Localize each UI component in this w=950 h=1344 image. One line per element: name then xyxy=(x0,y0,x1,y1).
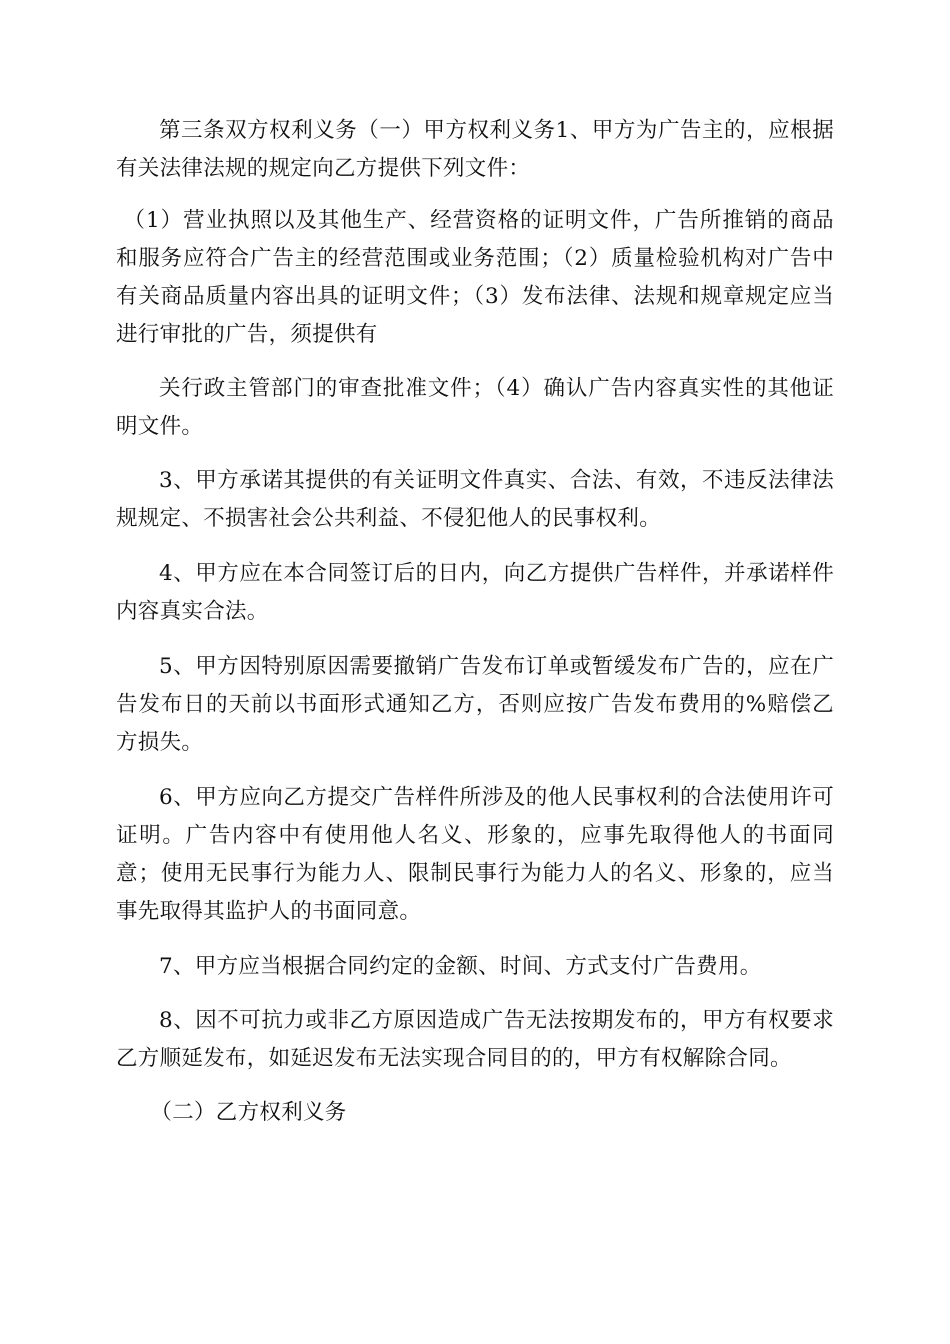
section-2-heading: （二）乙方权利义务 xyxy=(150,1100,347,1125)
clause-3-paragraph: 3、甲方承诺其提供的有关证明文件真实、合法、有效，不违反法律法规规定、不损害社会公共利益、不侵犯他人的民事权利。 xyxy=(116,468,834,531)
clause-6-paragraph: 6、甲方应向乙方提交广告样件所涉及的他人民事权利的合法使用许可证明。广告内容中有使用他人名义、形象的，应事先取得他人的书面同意；使用无民事行为能力人、限制民事行为能力人的名义、形象的，应当事先取得其监护人的书面同意。 xyxy=(116,785,834,924)
clause-8-paragraph: 8、因不可抗力或非乙方原因造成广告无法按期发布的，甲方有权要求乙方顺延发布，如延迟发布无法实现合同目的的，甲方有权解除合同。 xyxy=(116,1008,834,1071)
approval-documents-paragraph: 关行政主管部门的审查批准文件；（4）确认广告内容真实性的其他证明文件。 xyxy=(116,376,834,439)
document-list-paragraph: （1）营业执照以及其他生产、经营资格的证明文件，广告所推销的商品和服务应符合广告主的经营范围或业务范围；（2）质量检验机构对广告中有关商品质量内容出具的证明文件；（3）发布法律、法规和规章规定应当进行审批的广告，须提供有 xyxy=(116,208,834,347)
article-3-heading-paragraph: 第三条双方权利义务（一）甲方权利义务1、甲方为广告主的，应根据有关法律法规的规定向乙方提供下列文件： xyxy=(116,118,834,181)
clause-4-paragraph: 4、甲方应在本合同签订后的日内，向乙方提供广告样件，并承诺样件内容真实合法。 xyxy=(116,561,834,624)
clause-7-paragraph: 7、甲方应当根据合同约定的金额、时间、方式支付广告费用。 xyxy=(159,954,762,979)
clause-5-paragraph: 5、甲方因特别原因需要撤销广告发布订单或暂缓发布广告的，应在广告发布日的天前以书面形式通知乙方，否则应按广告发布费用的%赔偿乙方损失。 xyxy=(116,654,834,755)
